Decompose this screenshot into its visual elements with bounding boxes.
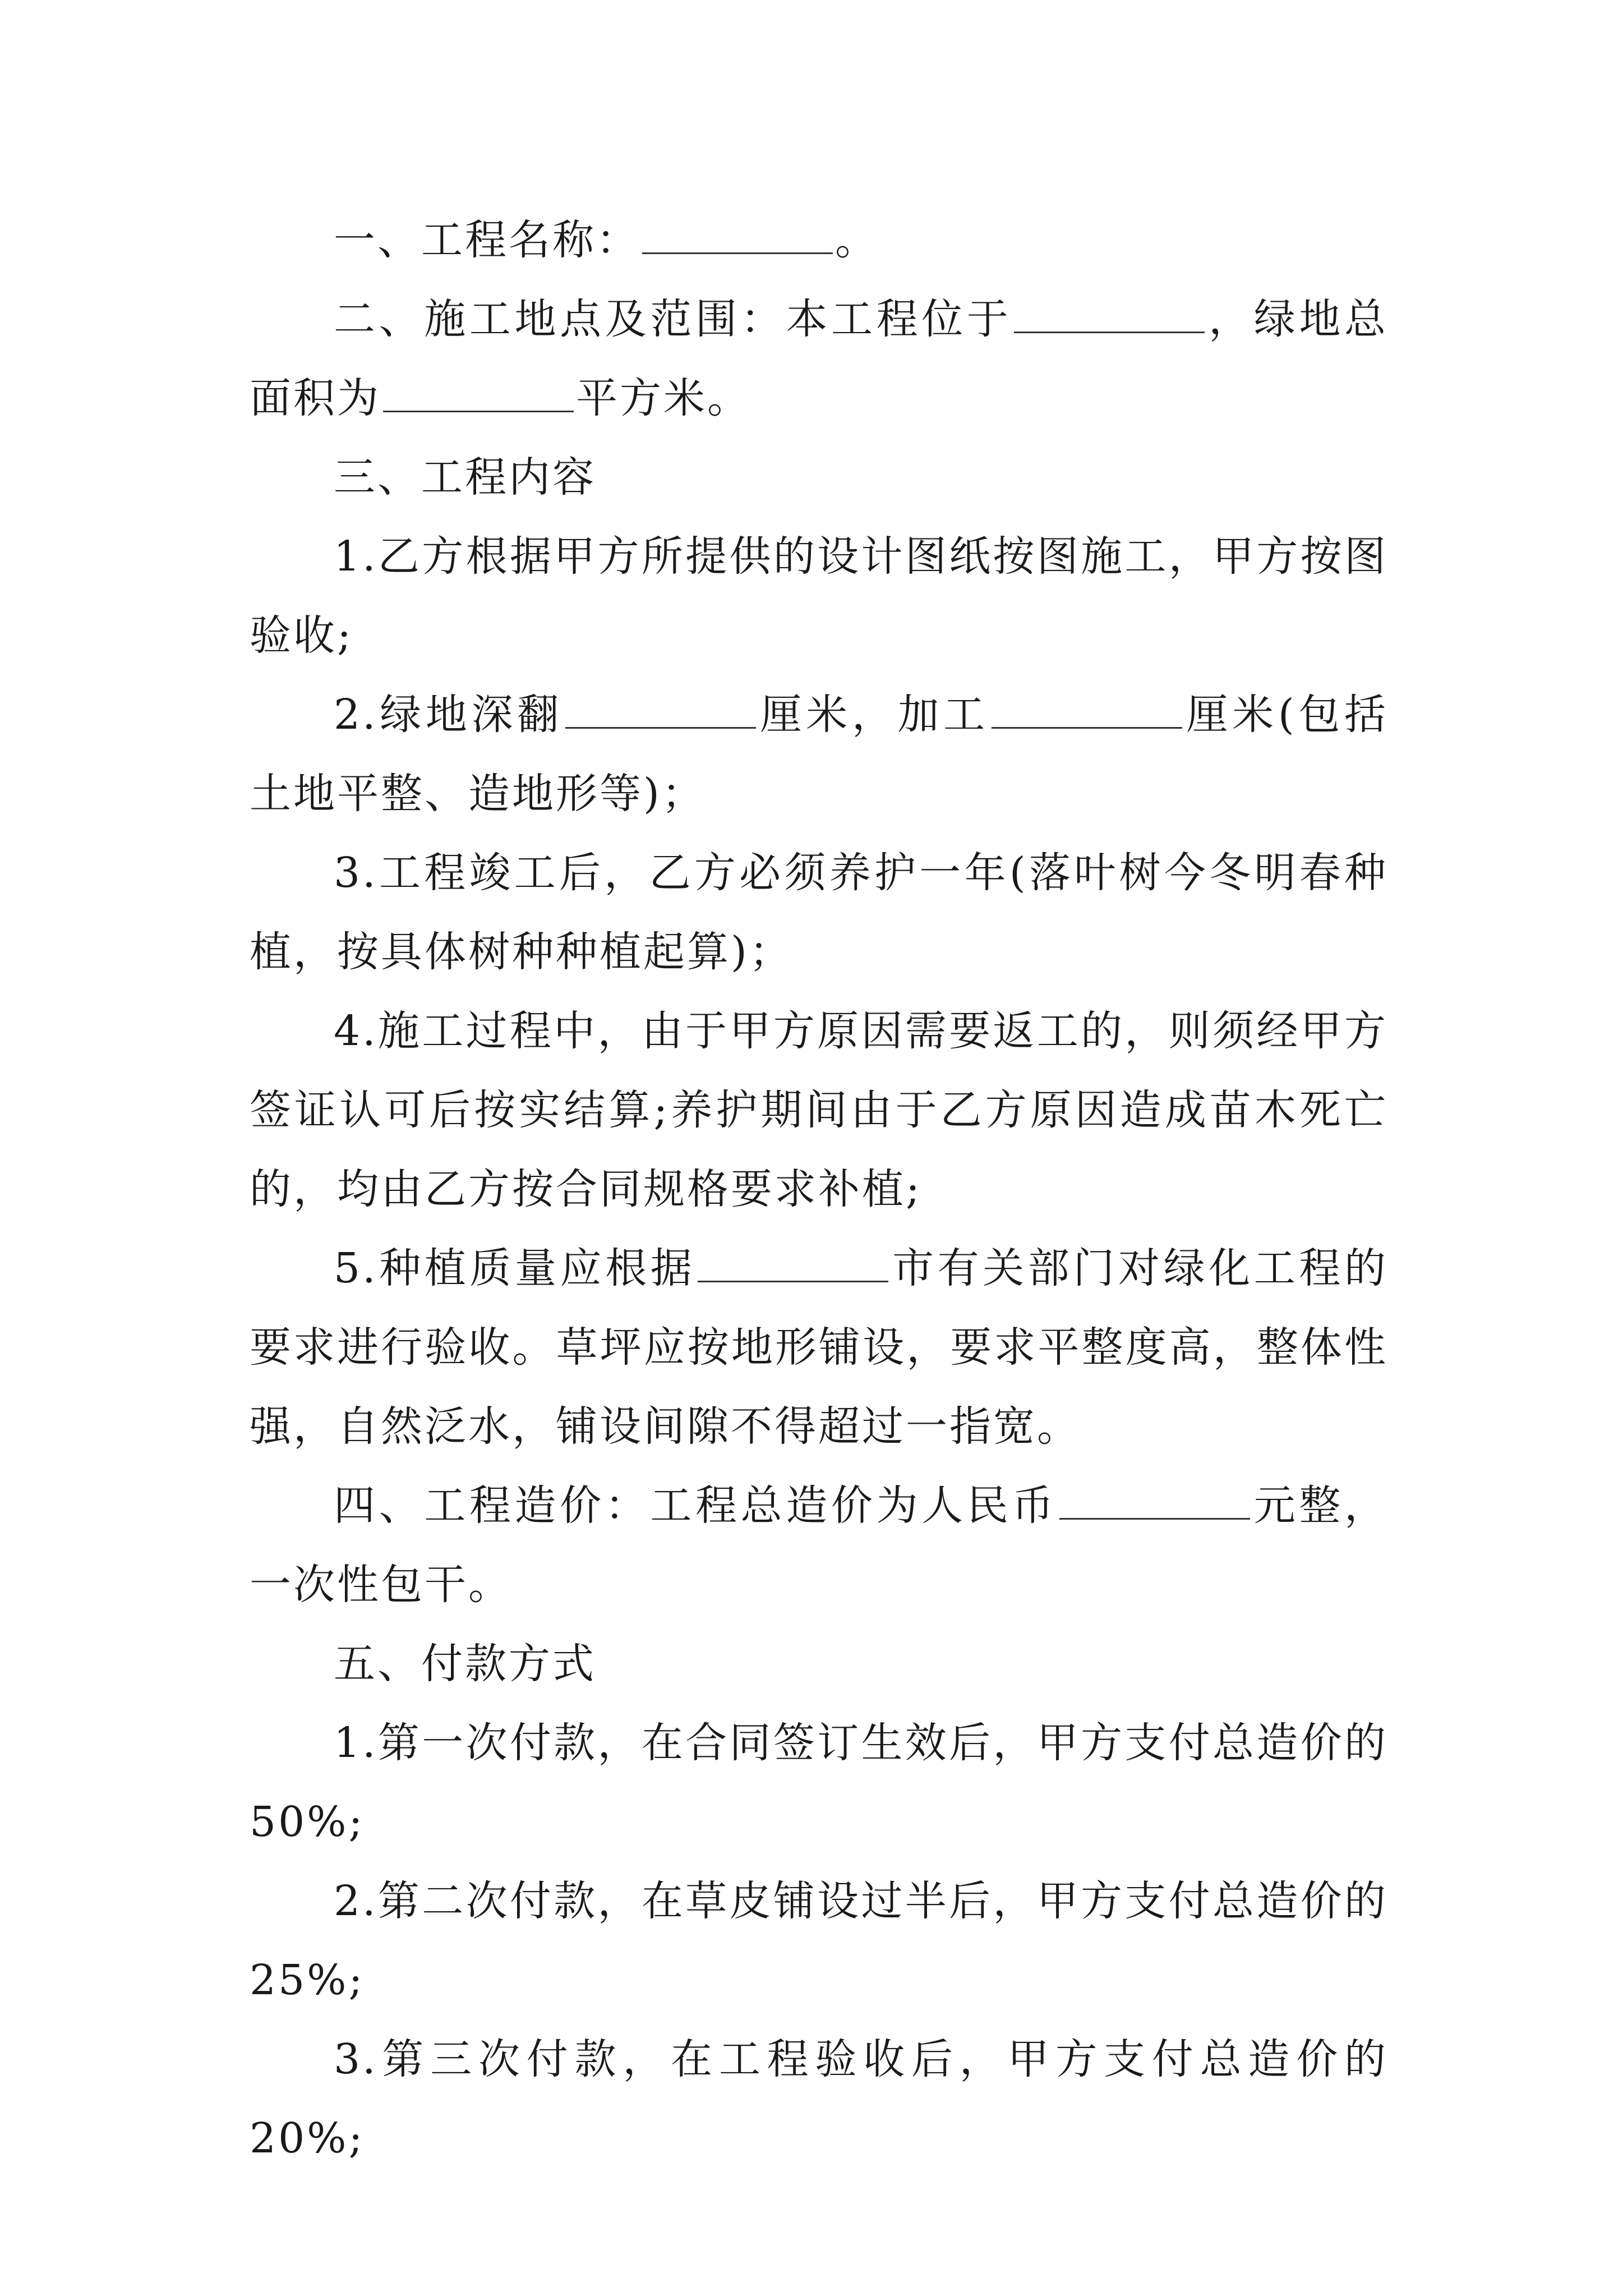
quality-label: 5.种植质量应根据 [334,1244,696,1292]
content-item-4: 4.施工过程中，由于甲方原因需要返工的，则须经甲方签证认可后按实结算;养护期间由于乙方原因造成苗木死亡的，均由乙方按合同规格要求补植; [250,1007,1388,1213]
location-label: 二、施工地点及范围：本工程位于 [334,295,1012,343]
project-name-blank [642,219,833,254]
payment-item-3: 3.第三次付款，在工程验收后，甲方支付总造价的20%; [250,2035,1388,2162]
payment-item-1: 1.第一次付款，在合同签订生效后，甲方支付总造价的50%; [250,1719,1388,1846]
content-item-5 [250,1229,1388,1466]
contract-body [250,201,1388,2178]
cost-blank [1059,1484,1250,1520]
location-blank [1014,298,1205,333]
cost-text: 元整，一次性包干。 [250,1481,1389,1609]
section-project-name [250,201,1388,280]
project-name-end: 。 [835,216,879,264]
section-cost [250,1466,1388,1625]
area-blank [383,377,574,412]
deep-plow-blank [565,693,756,729]
content-item-2 [250,675,1388,834]
deep-plow-label: 2.绿地深翻 [334,691,563,739]
payment-item-2: 2.第二次付款，在草皮铺设过半后，甲方支付总造价的25%; [250,1877,1388,2004]
section-payment-heading: 五、付款方式 [334,1640,596,1688]
project-name-label: 一、工程名称： [334,216,640,264]
processing-label: 厘米，加工 [758,691,989,739]
cost-label: 四、工程造价：工程总造价为人民币 [334,1481,1058,1530]
content-item-3: 3.工程竣工后，乙方必须养护一年(落叶树今冬明春种植，按具体树种种植起算)； [250,849,1388,976]
processing-blank [992,693,1182,729]
content-item-1: 1.乙方根据甲方所提供的设计图纸按图施工，甲方按图验收; [250,532,1388,660]
section-content-heading: 三、工程内容 [334,453,596,501]
quality-text: 市有关部门对绿化工程的要求进行验收。草坪应按地形铺设，要求平整度高，整体性强，自然泛水，铺设间隙不得超过一指宽。 [250,1244,1388,1451]
city-blank [698,1247,888,1282]
area-label: ，绿地总面积为 [250,295,1389,422]
area-unit: 平方米。 [576,374,751,422]
processing-note: 厘米(包括土地平整、造地形等)； [250,691,1388,818]
section-location [250,280,1388,438]
